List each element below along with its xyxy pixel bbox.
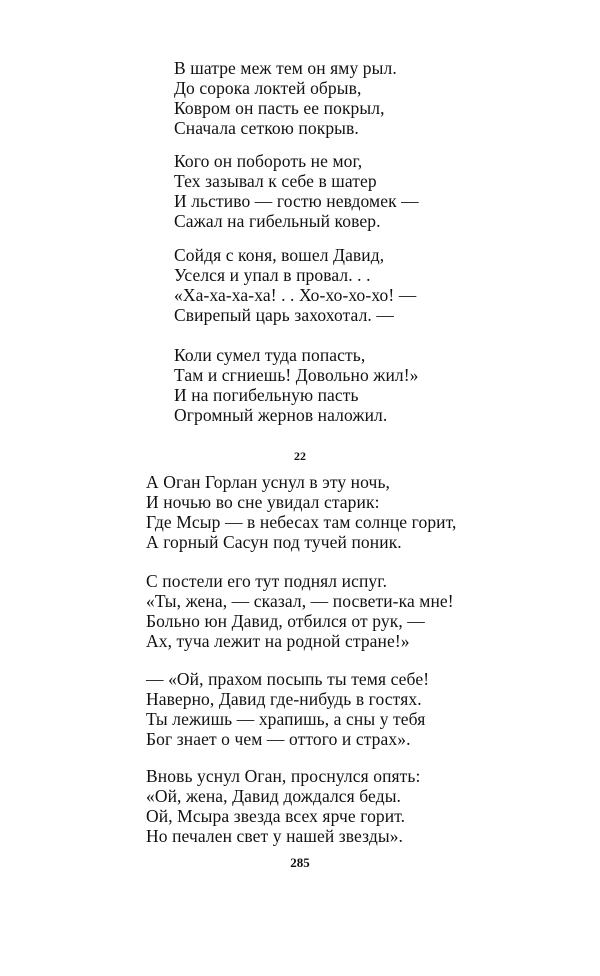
verse-line: Бог знает о чем — оттого и страх». xyxy=(146,729,411,749)
stanza xyxy=(146,669,429,749)
verse-line: Огромный жернов наложил. xyxy=(174,405,388,425)
verse-line: «Ха-ха-ха-ха! . . Хо-хо-хо-хо! — xyxy=(174,285,417,305)
stanza xyxy=(146,571,454,651)
verse-line: Свирепый царь захохотал. — xyxy=(174,305,394,325)
verse-line: Но печален свет у нашей звезды». xyxy=(146,826,404,846)
verse-line: Наверно, Давид где-нибудь в гостях. xyxy=(146,689,422,709)
stanza xyxy=(174,345,419,425)
verse-line: Кого он побороть не мог, xyxy=(174,151,363,171)
verse-line: Уселся и упал в провал. . . xyxy=(174,265,371,285)
verse-line: До сорока локтей обрыв, xyxy=(174,78,362,98)
verse-line: И ночью во сне увидал старик: xyxy=(146,492,380,512)
verse-line: Коли сумел туда попасть, xyxy=(174,345,366,365)
section-number: 22 xyxy=(294,449,306,463)
verse-line: Сойдя с коня, вошел Давид, xyxy=(174,245,385,265)
verse-line: — «Ой, прахом посыпь ты темя себе! xyxy=(146,669,430,689)
verse-line: И льстиво — гостю невдомек — xyxy=(174,191,419,211)
verse-line: Больно юн Давид, отбился от рук, — xyxy=(146,611,425,631)
verse-line: А Оган Горлан уснул в эту ночь, xyxy=(146,472,391,492)
stanza xyxy=(174,58,397,138)
page-number: 285 xyxy=(290,855,310,870)
verse-line: Ах, туча лежит на родной стране!» xyxy=(146,631,410,651)
verse-line: Там и сгниешь! Довольно жил!» xyxy=(174,365,419,385)
verse-line: С постели его тут поднял испуг. xyxy=(146,571,388,591)
stanza xyxy=(174,245,416,325)
verse-line: И на погибельную пасть xyxy=(174,385,359,405)
verse-line: Вновь уснул Оган, проснулся опять: xyxy=(146,766,421,786)
stanza xyxy=(146,472,457,552)
stanza xyxy=(146,766,420,846)
verse-line: «Ты, жена, — сказал, — посвети-ка мне! xyxy=(146,591,454,611)
verse-line: Ковром он пасть ее покрыл, xyxy=(174,98,385,118)
verse-line: В шатре меж тем он яму рыл. xyxy=(174,58,397,78)
stanza xyxy=(174,151,419,231)
verse-line: Тех зазывал к себе в шатер xyxy=(174,171,377,191)
verse-line: Сажал на гибельный ковер. xyxy=(174,211,381,231)
verse-line: Где Мсыр — в небесах там солнце горит, xyxy=(146,512,457,532)
verse-line: Ты лежишь — храпишь, а сны у тебя xyxy=(146,709,426,729)
verse-line: Ой, Мсыра звезда всех ярче горит. xyxy=(146,806,406,826)
verse-line: Сначала сеткою покрыв. xyxy=(174,118,359,138)
verse-line: «Ой, жена, Давид дождался беды. xyxy=(146,786,402,806)
verse-line: А горный Сасун под тучей поник. xyxy=(146,532,402,552)
